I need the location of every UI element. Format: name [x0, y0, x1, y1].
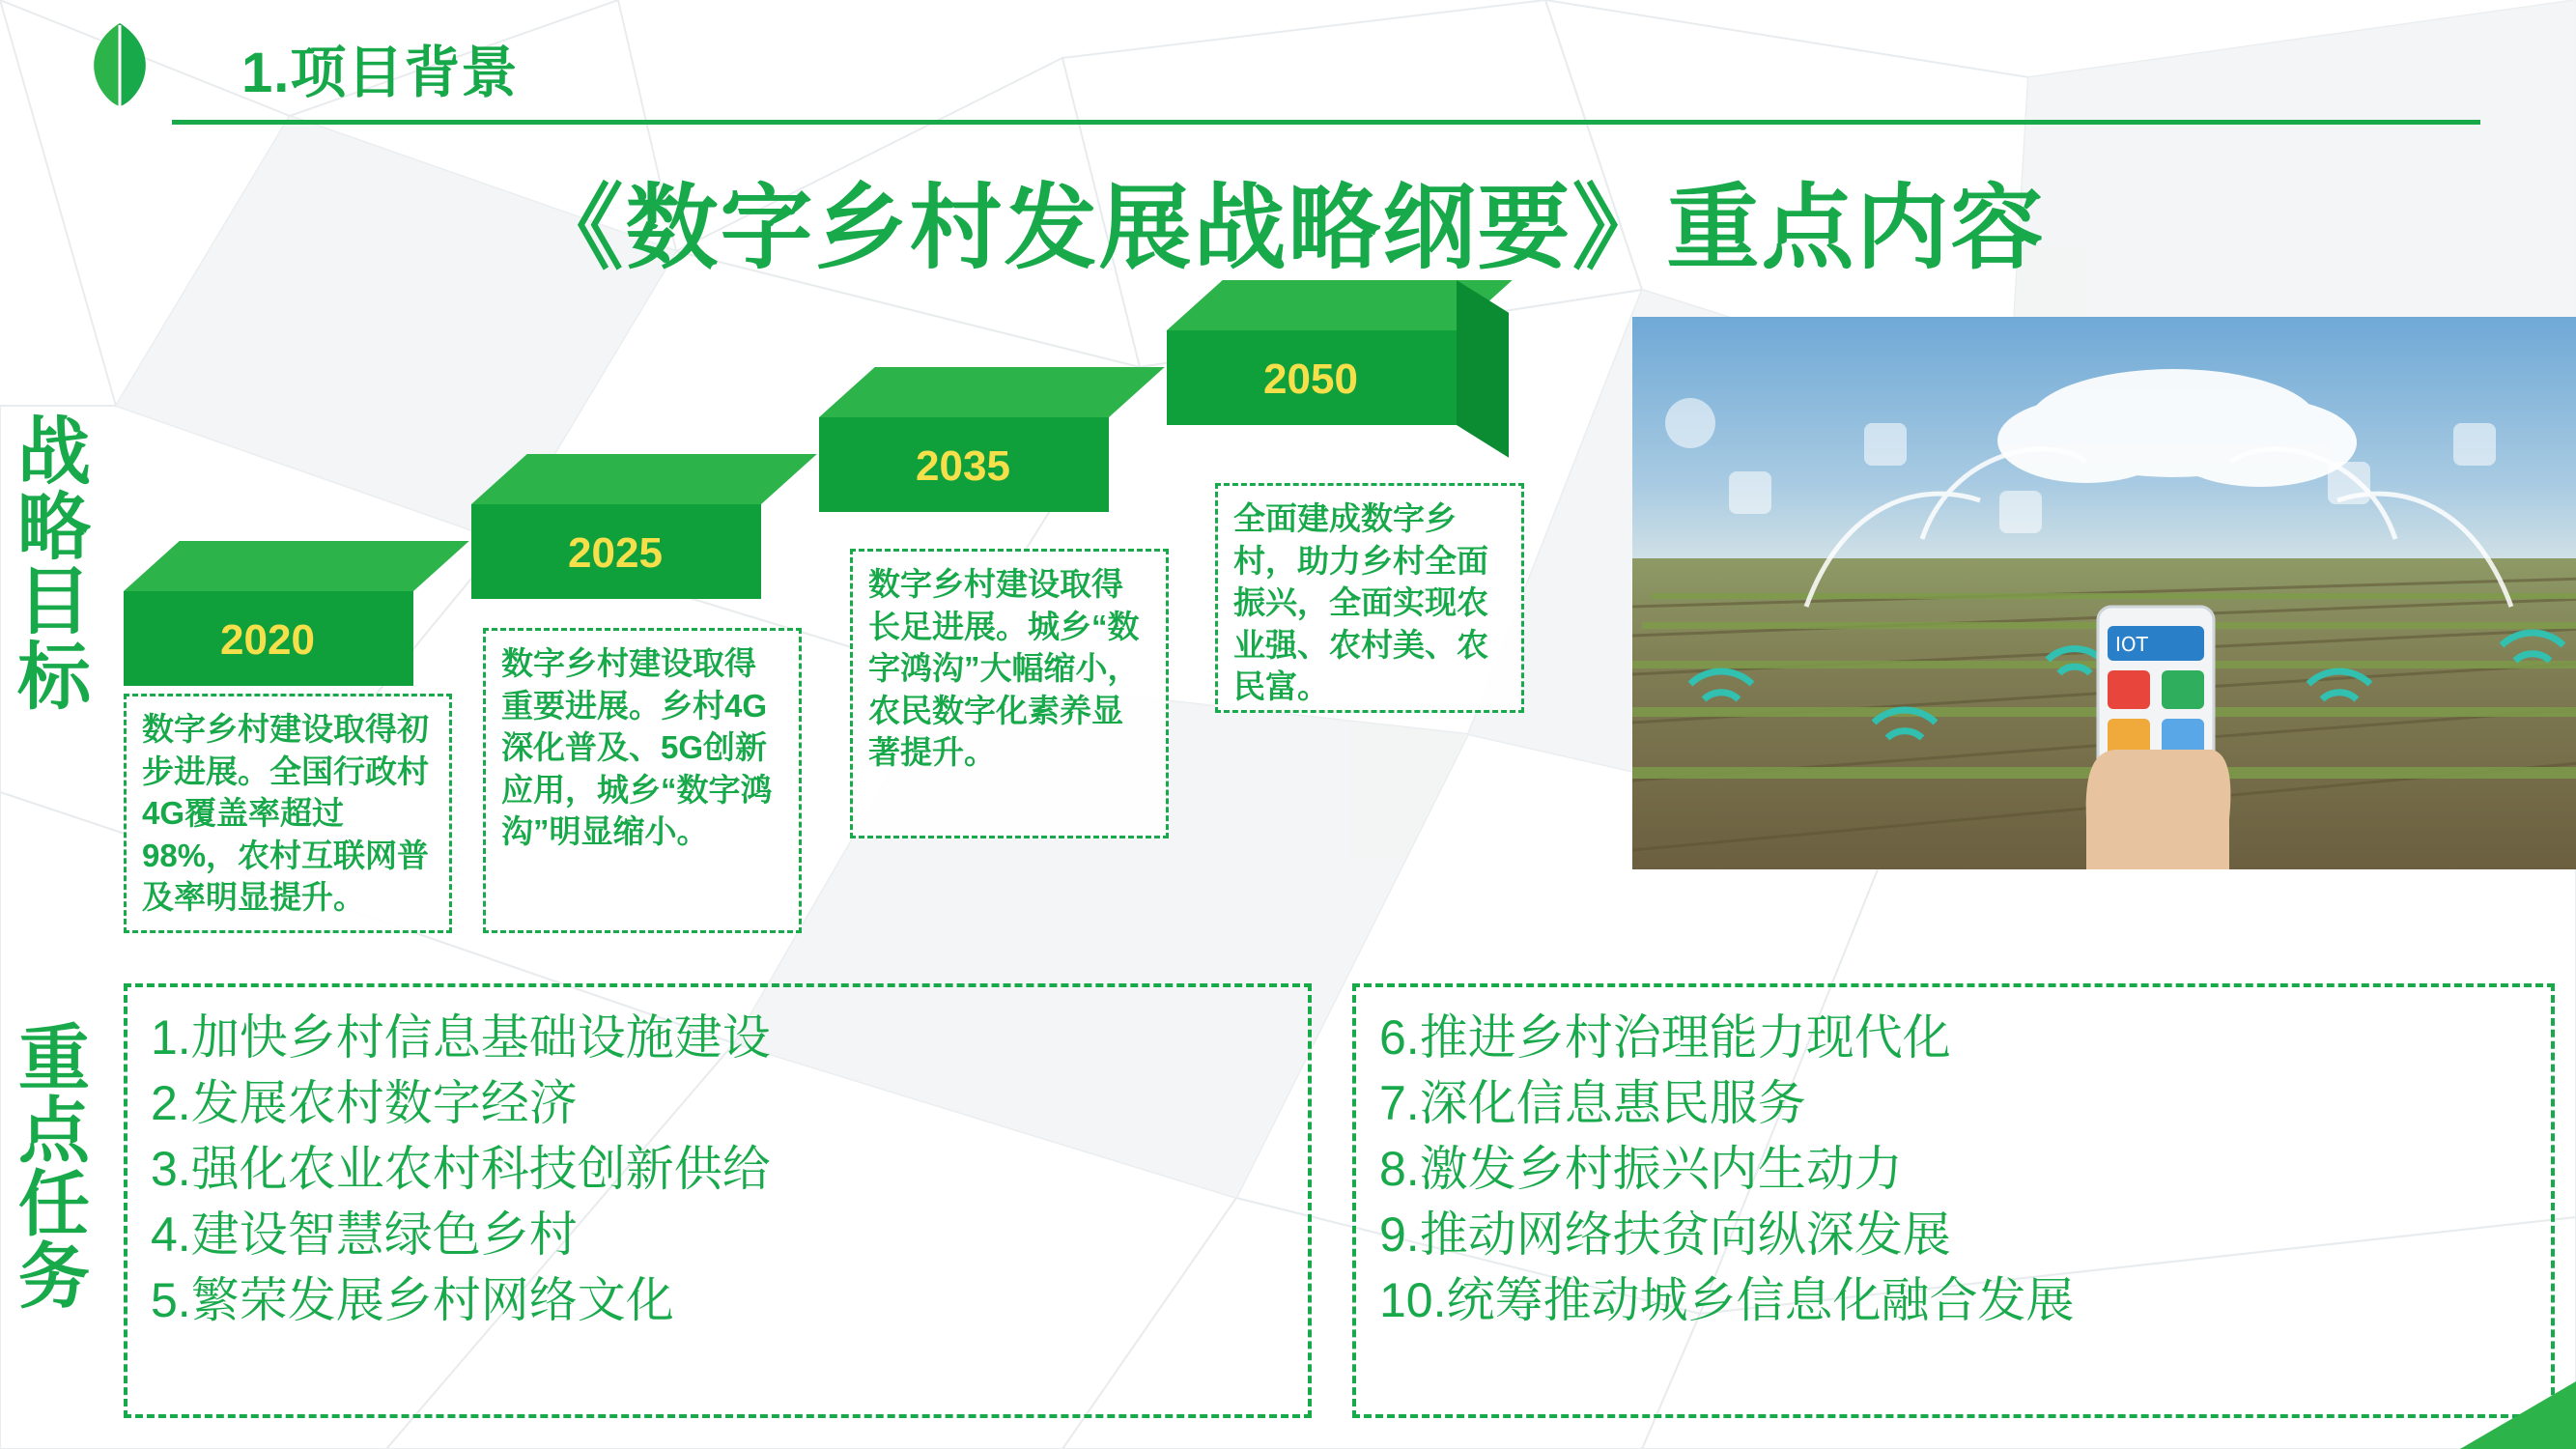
- timeline-text-2020: 数字乡村建设取得初步进展。全国行政村4G覆盖率超过98%，农村互联网普及率明显提升。: [124, 694, 452, 933]
- header-divider: [172, 120, 2480, 125]
- task-item: 9.推动网络扶贫向纵深发展: [1379, 1208, 1951, 1262]
- timeline-text-2025: 数字乡村建设取得重要进展。乡村4G深化普及、5G创新应用，城乡“数字鸿沟”明显缩小。: [483, 628, 802, 933]
- label-key-tasks: 重 点 任 务: [18, 1018, 90, 1318]
- task-item: 5.繁荣发展乡村网络文化: [151, 1273, 674, 1327]
- tasks-right-panel: [1352, 983, 2555, 1418]
- timeline-text-2035: 数字乡村建设取得长足进展。城乡“数字鸿沟”大幅缩小，农民数字化素养显著提升。: [850, 549, 1169, 838]
- timeline-text-2050: 全面建成数字乡村，助力乡村全面振兴，全面实现农业强、农村美、农民富。: [1215, 483, 1524, 713]
- task-item: 3.强化农业农村科技创新供给: [151, 1142, 771, 1196]
- task-item: 10.统筹推动城乡信息化融合发展: [1379, 1273, 2075, 1327]
- task-item: 6.推进乡村治理能力现代化: [1379, 1010, 1951, 1065]
- timeline-year-2020: 2020: [220, 616, 315, 664]
- tasks-left-panel: [124, 983, 1312, 1418]
- iot-agriculture-photo: [1632, 317, 2576, 869]
- task-item: 1.加快乡村信息基础设施建设: [151, 1010, 771, 1065]
- timeline-year-2050: 2050: [1263, 355, 1358, 403]
- leaf-icon: [75, 19, 164, 108]
- task-item: 8.激发乡村振兴内生动力: [1379, 1142, 1903, 1196]
- page-title: 《数字乡村发展战略纲要》重点内容: [530, 177, 2046, 280]
- timeline-step-2025: [471, 454, 838, 599]
- timeline-step-2050: [1167, 280, 1553, 435]
- timeline-step-2020: [124, 541, 481, 686]
- timeline-step-2035: [819, 367, 1186, 512]
- task-item: 2.发展农村数字经济: [151, 1076, 578, 1130]
- corner-decoration: [2460, 1381, 2576, 1449]
- timeline-year-2035: 2035: [916, 442, 1010, 490]
- svg-text:IOT: IOT: [2115, 633, 2148, 656]
- timeline-year-2025: 2025: [568, 529, 663, 577]
- task-item: 7.深化信息惠民服务: [1379, 1076, 1806, 1130]
- page-section-title: 1.项目背景: [241, 42, 519, 104]
- task-item: 4.建设智慧绿色乡村: [151, 1208, 578, 1262]
- label-strategy-goal: 战 略 目 标: [17, 412, 91, 719]
